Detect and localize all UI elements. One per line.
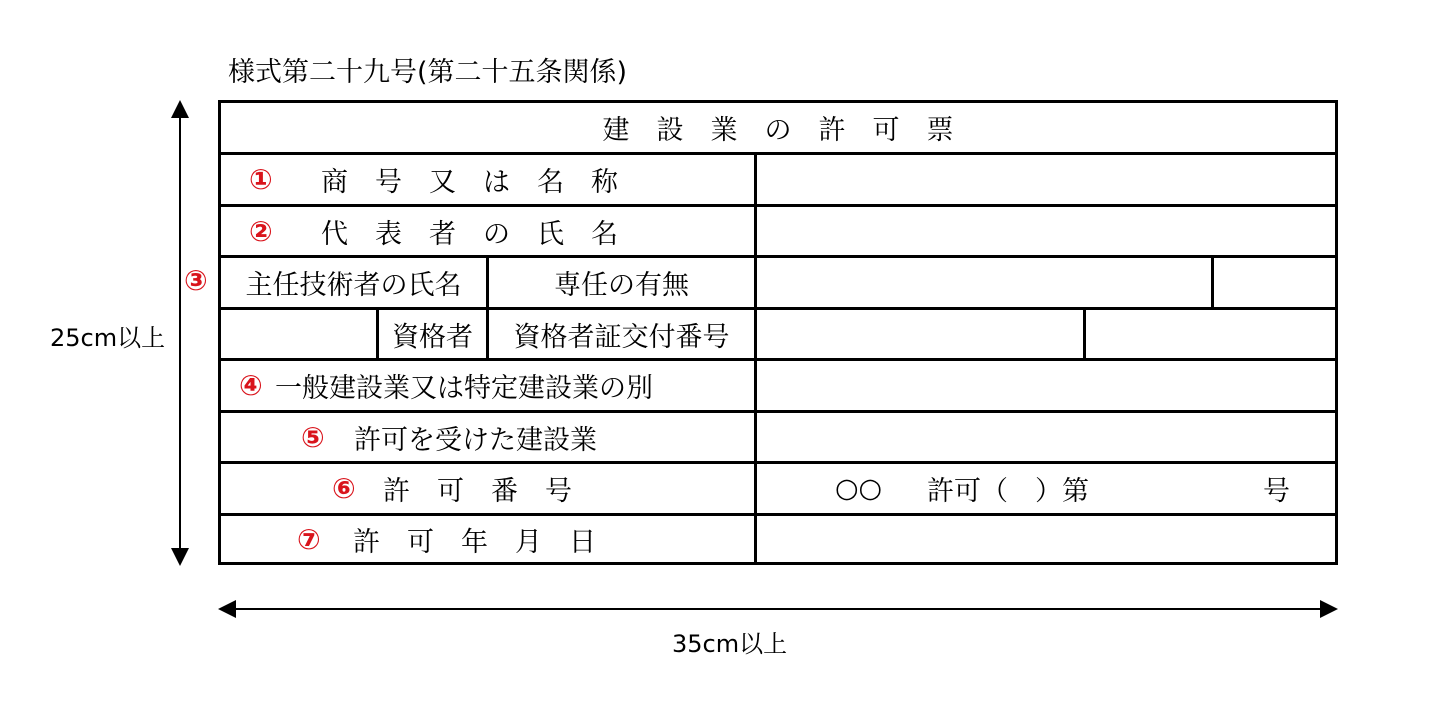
qualifier-label: 資格者: [392, 321, 473, 353]
row7-label: 許 可 番 号: [383, 476, 572, 507]
full-time-status-label: 専任の有無: [554, 270, 689, 301]
height-arrow-top-head: [171, 100, 189, 118]
row5-number-glyph: ④: [239, 369, 263, 402]
row5-number: [239, 361, 263, 410]
permit-table: [218, 100, 1338, 565]
row1-value-field[interactable]: [757, 155, 1335, 204]
row6-value-field[interactable]: [757, 413, 1335, 461]
row8-label: 許 可 年 月 日: [353, 526, 596, 558]
row1-number: [249, 155, 273, 204]
height-label: 25cm以上: [50, 324, 166, 352]
row5-value-field[interactable]: [757, 361, 1335, 410]
row6-label: 許可を受けた建設業: [354, 424, 597, 456]
height-arrow-bottom-head: [171, 548, 189, 566]
qualification-cert-number-label: 資格者証交付番号: [513, 321, 730, 353]
row7-number-glyph: ⑥: [332, 472, 356, 505]
chief-engineer-name-label: 主任技術者の氏名: [245, 270, 462, 301]
permit-number-prefix: 許可（ ）第: [927, 476, 1089, 507]
form-caption: 様式第二十九号(第二十五条関係): [228, 57, 628, 88]
row8-value-field[interactable]: [757, 516, 1335, 562]
row6-number: [301, 413, 325, 461]
row2-label: 代 表 者 の 氏 名: [321, 218, 618, 250]
width-arrow-left-head: [218, 600, 236, 618]
qualification-blank-cell: [221, 310, 376, 358]
row8-number-glyph: ⑦: [297, 522, 321, 556]
qualifier-field[interactable]: [757, 310, 1083, 358]
row8-number: [297, 516, 321, 562]
row7-number: [332, 464, 356, 513]
row2-number: [249, 207, 273, 255]
full-time-status-field[interactable]: [1214, 258, 1335, 307]
row1-label: 商 号 又 は 名 称: [321, 167, 618, 198]
row5-label: 一般建設業又は特定建設業の別: [275, 373, 653, 404]
row6-number-glyph: ⑤: [301, 420, 325, 454]
permit-number-suffix: 号: [1263, 476, 1290, 507]
chief-engineer-name-field[interactable]: [757, 258, 1211, 307]
width-arrow-right-head: [1320, 600, 1338, 618]
permit-authority-placeholder: ○○: [835, 473, 883, 504]
width-label: 35cm以上: [672, 630, 788, 658]
table-title: 建 設 業 の 許 可 票: [602, 115, 954, 146]
qualification-cert-number-field[interactable]: [1086, 310, 1335, 358]
row1-number-glyph: ①: [249, 163, 273, 196]
row2-value-field[interactable]: [757, 207, 1335, 255]
row3-number: ③: [184, 263, 208, 297]
row2-number-glyph: ②: [249, 214, 273, 248]
